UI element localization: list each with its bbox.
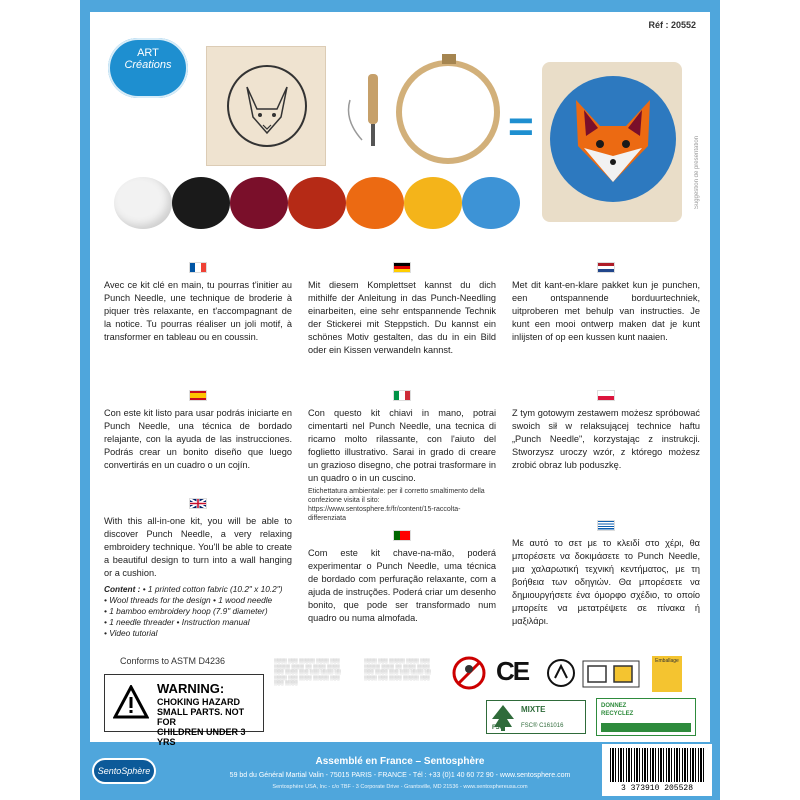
flag-de-icon xyxy=(393,262,411,273)
reference-number: Réf : 20552 xyxy=(648,20,696,30)
barcode xyxy=(602,744,712,796)
fsc-label: FSC xyxy=(492,725,504,731)
eco-box xyxy=(652,656,682,692)
company-address: 59 bd du Général Martial Valin - 75015 PARIS - FRANCE - Tél : +33 (0)1 40 60 72 90 - www.sentosphere.com xyxy=(229,772,571,779)
flag-it-icon xyxy=(393,390,411,401)
text-es: Con este kit listo para usar podrás iniciarte en Punch Needle, una técnica de bordado relajante, con la ayuda de las instrucciones. Podrás crear un bonito diseño que luego convertirás en un cuadro o un cojín. xyxy=(104,408,292,470)
flag-fr-icon xyxy=(189,262,207,273)
contents-item: • 1 printed cotton fabric (10.2" x 10.2") xyxy=(142,584,283,594)
block-de xyxy=(308,262,496,357)
text-pt: Com este kit chave-na-mão, poderá experimentar o Punch Needle, uma técnica de bordado com perfuração relaxante, com a ajuda de instruções. Poderá criar um desenho bonito, que pode ser transformado num quadro ou numa almofada. xyxy=(308,548,496,623)
block-el xyxy=(512,520,700,628)
safety-section xyxy=(104,652,700,747)
text-nl: Met dit kant-en-klare pakket kun je punchen, een ontspannende borduurtechniek, uitproberen met behulp van instructies. Je kunt een mooi ontwerp maken dat je kunt inlijsten of op een kussen kunt naaien. xyxy=(512,280,700,342)
flag-pl-icon xyxy=(597,390,615,401)
legal-small-print: ░░░░ ░░░ ░░░░░ ░░░░ ░░░ ░░░░░ ░░░░ ░░ ░░░░ ░░░░ ░░░ ░░░░ ░░░ ░░░ ░░░░ ░░ ░░░░ ░░░ ░░░░ ░░░░░ ░░░ ░░░ ░░░░ xyxy=(274,658,341,686)
barcode-bars xyxy=(610,748,704,782)
sentosphere-logo: SentoSphère xyxy=(92,758,156,784)
text-fr: Avec ce kit clé en main, tu pourras t'initier au Punch Needle, une technique de broderie à piquer très relaxante, en t'accompagnant de la notice. Tu pourras réaliser un joli motif, à transformer en tableau ou en coussin. xyxy=(104,280,292,342)
text-en: With this all-in-one kit, you will be able to discover Punch Needle, a very relaxing embroidery technique. You'll be able to create a beautiful design to turn into a wall hanging or a cushion. xyxy=(104,516,292,578)
contents-item: • Video tutorial xyxy=(104,628,158,638)
recycle-bar xyxy=(601,723,691,732)
contents-item: • 1 needle threader • Instruction manual xyxy=(104,617,250,627)
usa-address: Sentosphère USA, Inc - c/o TBF - 3 Corporate Drive - Grantsville, MD 21536 - www.sentosphereusa.com xyxy=(272,784,528,790)
flag-nl-icon xyxy=(597,262,615,273)
punch-needle-icon xyxy=(344,70,386,150)
package-back xyxy=(80,0,720,800)
text-de: Mit diesem Komplettset kannst du dich mithilfe der Anleitung in das Punch-Needling einarbeiten, eine sehr entspannende Technik der Stickerei mit Steppstich. Du kannst ein schönes Motiv gestalten, das du in ein Bild oder ein Kissen verwandeln kannst. xyxy=(308,280,496,355)
yarn-red xyxy=(288,177,346,229)
block-en xyxy=(104,498,292,639)
contents-list xyxy=(104,584,292,639)
yarn-orange xyxy=(346,177,404,229)
fsc-mixte: MIXTE xyxy=(521,705,546,714)
yarn-yellow xyxy=(404,177,462,229)
no-small-children-icon xyxy=(452,656,486,690)
contents-label: Content : xyxy=(104,584,141,594)
flag-pt-icon xyxy=(393,530,411,541)
flag-uk-icon xyxy=(189,498,207,509)
flag-es-icon xyxy=(189,390,207,401)
text-el: Με αυτό το σετ με το κλειδί στο χέρι, θα μπορέσετε να δοκιμάσετε το Punch Needle, μια χαλαρωτική τεχνική κεντήματος, με τη βοήθεια των οδηγιών. Θα μπορέσετε να δημιουργήσετε ένα όμορφο σχέδιο, το οποίο μπορείτε να μετατρέψετε σε πίνακα ή μαξιλάρι. xyxy=(512,538,700,626)
language-columns xyxy=(104,262,700,652)
hoop-clamp xyxy=(442,54,456,64)
yarn-blue xyxy=(462,177,520,229)
text-pl: Z tym gotowym zestawem możesz spróbować swoich sił w relaksującej technice haftu „Punch Needle", korzystając z instrukcji. Stworzysz uroczy wzór, z którego możesz zrobić obraz lub poduszkę. xyxy=(512,408,700,470)
equals-sign: = xyxy=(508,102,534,151)
yarn-white xyxy=(114,177,172,229)
yarn-black xyxy=(172,177,230,229)
block-fr xyxy=(104,262,292,344)
block-pt xyxy=(308,530,496,625)
warning-title: WARNING: xyxy=(157,681,225,696)
hazard-line: SMALL PARTS. NOT FOR xyxy=(157,707,245,727)
text-it: Con questo kit chiavi in mano, potrai cimentarti nel Punch Needle, una tecnica di ricamo molto rilassante, con l'aiuto del foglietto illustrativo. Sarai in grado di creare un grazioso disegno, che potrai trasformare in un quadro o in un cuscino. xyxy=(308,408,496,483)
logo-line-1: ART xyxy=(137,47,159,59)
block-it xyxy=(308,390,496,523)
warning-triangle-icon xyxy=(113,685,149,719)
warning-detail xyxy=(157,697,263,747)
fox-outline-icon xyxy=(207,47,327,167)
text-it-env-note: Etichettatura ambientale: per il corretto smaltimento della confezione visita il sito: https://www.sentosphere.fr/fr/content/15-raccolta-differenziata xyxy=(308,488,485,522)
block-es xyxy=(104,390,292,472)
block-nl xyxy=(512,262,700,344)
presentation-note: Suggestion de présentation xyxy=(694,136,700,210)
contents-item: • Wool threads for the design • 1 wood needle xyxy=(104,595,273,605)
hazard-line: CHILDREN UNDER 3 YRS xyxy=(157,727,246,747)
embroidery-hoop-image xyxy=(396,60,500,164)
legal-small-print: ░░░░ ░░░ ░░░░░ ░░░░ ░░░ ░░░░░ ░░░░ ░░ ░░░░ ░░░░ ░░░ ░░░░ ░░░ ░░░ ░░░░ ░░ ░░░░ ░░░ ░░░░ ░░░░░ ░░░ xyxy=(364,658,431,680)
barcode-number: 3 373910 205528 xyxy=(620,784,693,793)
hazard-line: CHOKING HAZARD xyxy=(157,697,240,707)
eco-label: Emballage xyxy=(655,658,679,664)
astm-conformity: Conforms to ASTM D4236 xyxy=(120,656,226,666)
fox-face-icon xyxy=(570,96,656,188)
assembled-in-france: Assemblé en France – Sentosphère xyxy=(315,756,485,767)
flag-gr-icon xyxy=(597,520,615,531)
finished-cushion-image xyxy=(542,62,682,222)
fsc-mark xyxy=(486,700,586,734)
logo-line-2: Créations xyxy=(124,59,172,71)
ce-mark: CE xyxy=(496,656,529,686)
block-pl xyxy=(512,390,700,472)
yarn-burgundy xyxy=(230,177,288,229)
footer xyxy=(80,742,720,800)
recycling-person-icon xyxy=(546,658,576,688)
art-creations-logo xyxy=(108,38,188,98)
recycle-line: DONNEZ xyxy=(601,703,627,709)
contents-item: • 1 bamboo embroidery hoop (7.9" diameter) xyxy=(104,606,268,616)
choking-warning-box xyxy=(104,674,264,747)
recycle-line: RECYCLEZ xyxy=(601,711,634,717)
fsc-code: FSC® C161016 xyxy=(521,723,564,729)
white-panel xyxy=(90,12,710,747)
printed-fabric-image xyxy=(206,46,326,166)
sorting-bins-icon xyxy=(582,660,640,688)
certification-marks xyxy=(452,652,702,740)
recycle-info-box xyxy=(596,698,696,736)
